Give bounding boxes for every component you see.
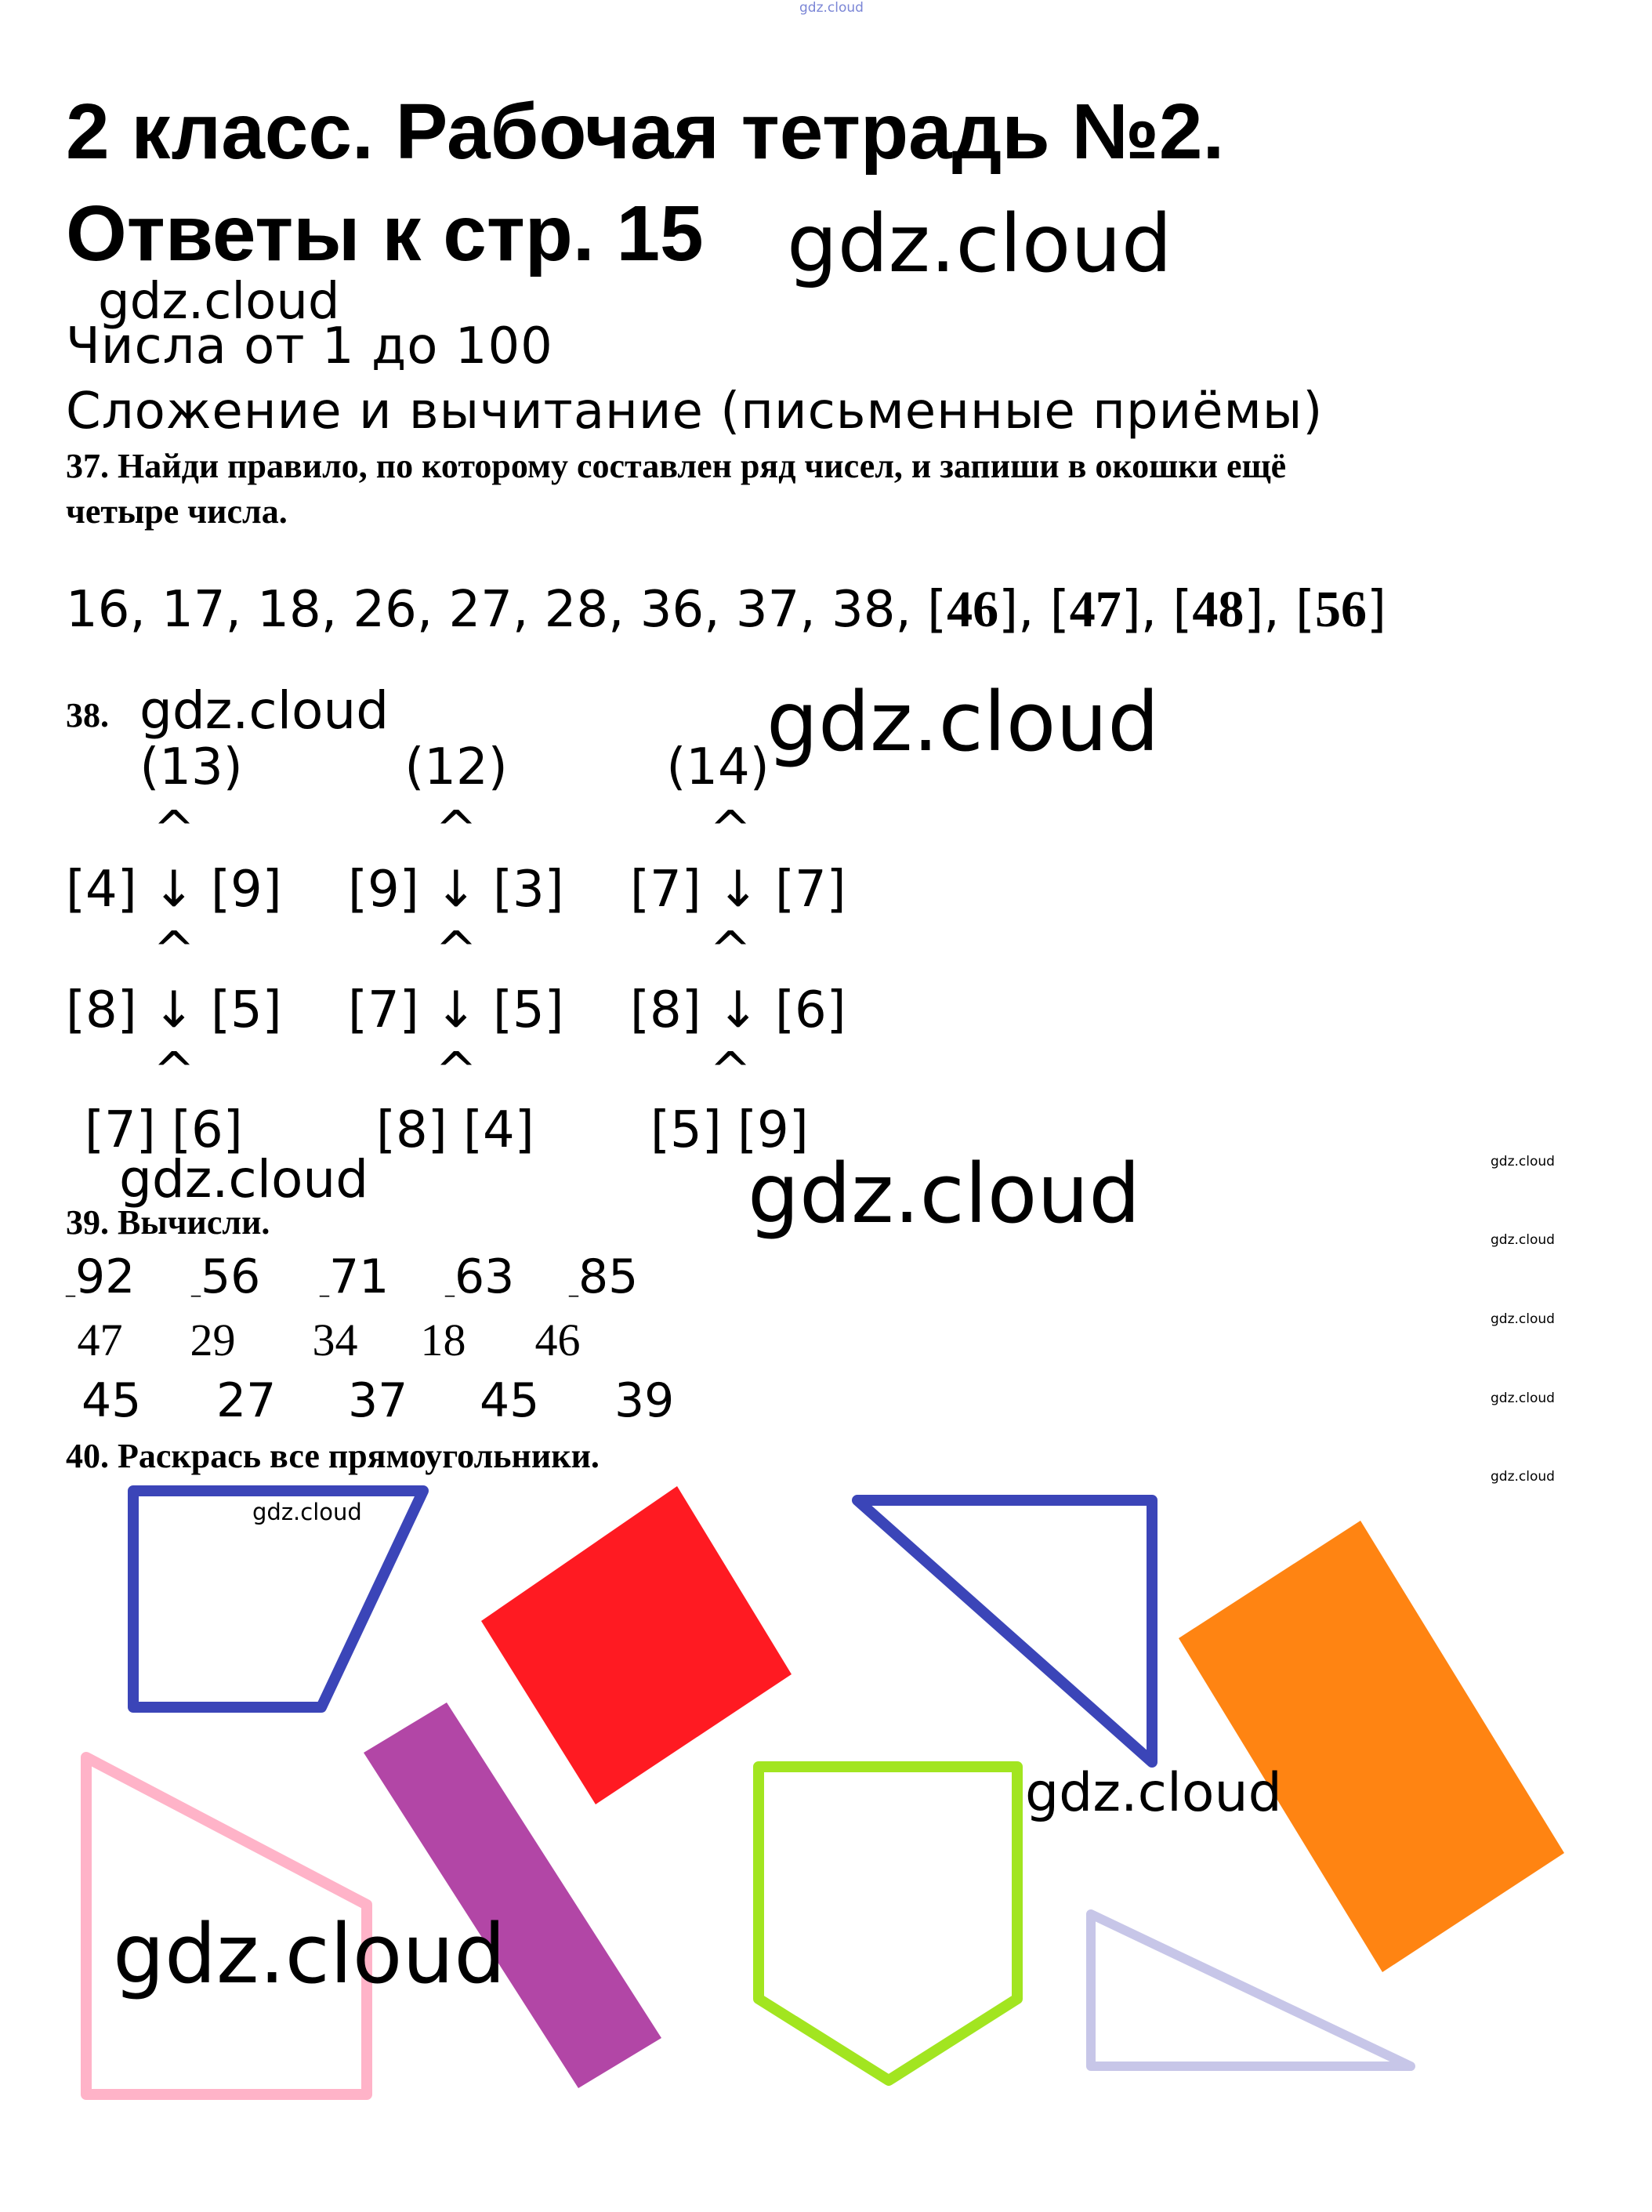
task38-col3-arrow3: ^ [709,1043,752,1101]
result-3: 37 [348,1373,408,1428]
watermark: gdz.cloud [98,273,340,331]
task38-number: 38. [66,696,109,734]
watermark: gdz.cloud [766,674,1160,770]
task38-col3-row2: [8] ↓ [6] [630,981,846,1039]
task38-col3-arrow1: ^ [709,801,752,859]
task37-given: 16, 17, 18, 26, 27, 28, 36, 37, 38, [66,581,928,639]
minuend-2: 56 [201,1249,261,1304]
side-watermark: gdz.cloud [1491,1391,1555,1406]
watermark: gdz.cloud [119,1149,369,1209]
topic-addition-subtraction: Сложение и вычитание (письменные приёмы) [66,383,1324,441]
result-4: 45 [480,1373,540,1428]
title-watermark: gdz.cloud [787,198,1172,291]
page-title-line2: Ответы к стр. 15 [66,190,704,277]
subtrahend-4: 18 [420,1315,466,1365]
task37-answer-3: 48 [1192,581,1244,638]
minuend-1: 92 [75,1249,136,1304]
subtrahend-1: 47 [77,1315,123,1365]
task38-col1-top: (13) [139,738,243,796]
task40-title: 40. Раскрась все прямоугольники. [66,1437,600,1475]
task38-col3-bottom: [5] [9] [650,1101,809,1159]
task38-col1-arrow3: ^ [153,1043,195,1101]
topic-numbers: Числа от 1 до 100 [66,317,553,375]
page-title-line1: 2 класс. Рабочая тетрадь №2. [66,88,1225,176]
result-5: 39 [614,1373,675,1428]
task38-col2-arrow3: ^ [435,1043,477,1101]
task38-col1-arrow2: ^ [153,922,195,980]
task37-answer-2: 47 [1069,581,1121,638]
result-2: 27 [216,1373,277,1428]
task37-text-line1: 37. Найди правило, по которому составлен ряд чисел, и запиши в окошки ещё [66,447,1287,485]
task37-sequence: 16, 17, 18, 26, 27, 28, 36, 37, 38, [46], [47], [48], [56] [66,581,1386,639]
task38-col2-row1: [9] ↓ [3] [348,861,564,919]
task38-col2-arrow2: ^ [435,922,477,980]
task38-col3-row1: [7] ↓ [7] [630,861,846,919]
blue-triangle [857,1500,1152,1762]
top-watermark: gdz.cloud [799,0,864,16]
minuend-5: 85 [578,1249,639,1304]
task37-answer-4: 56 [1314,581,1367,638]
minuend-4: 63 [455,1249,515,1304]
task38-col3-top: (14) [666,738,770,796]
task38-col1-row2: [8] ↓ [5] [66,981,282,1039]
task37-answer-1: 46 [947,581,999,638]
task38-col2-top: (12) [404,738,508,796]
task38-col2-bottom: [8] [4] [376,1101,534,1159]
task37-text-line2: четыре числа. [66,492,288,531]
subtrahend-2: 29 [190,1315,236,1365]
orange-rectangle [1179,1521,1564,1972]
green-pentagon [759,1767,1017,2080]
task38-col1-arrow1: ^ [153,801,195,859]
subtrahend-3: 34 [312,1315,358,1365]
side-watermark: gdz.cloud [1491,1311,1555,1327]
task38-col1-bottom: [7] [6] [85,1101,243,1159]
task38-col1-row1: [4] ↓ [9] [66,861,282,919]
subtrahend-5: 46 [534,1315,581,1365]
task39-title: 39. Вычисли. [66,1203,270,1242]
minuend-3: 71 [329,1249,389,1304]
side-watermark: gdz.cloud [1491,1232,1555,1248]
watermark: gdz.cloud [252,1499,362,1525]
task38-col3-arrow2: ^ [709,922,752,980]
side-watermark: gdz.cloud [1491,1469,1555,1485]
task38-col2-row2: [7] ↓ [5] [348,981,564,1039]
red-square [481,1486,792,1804]
watermark: gdz.cloud [1025,1762,1282,1824]
watermark: gdz.cloud [139,680,389,741]
watermark: gdz.cloud [113,1906,506,2002]
result-1: 45 [82,1373,142,1428]
side-watermark: gdz.cloud [1491,1154,1555,1169]
task38-col2-arrow1: ^ [435,801,477,859]
watermark: gdz.cloud [748,1146,1141,1242]
